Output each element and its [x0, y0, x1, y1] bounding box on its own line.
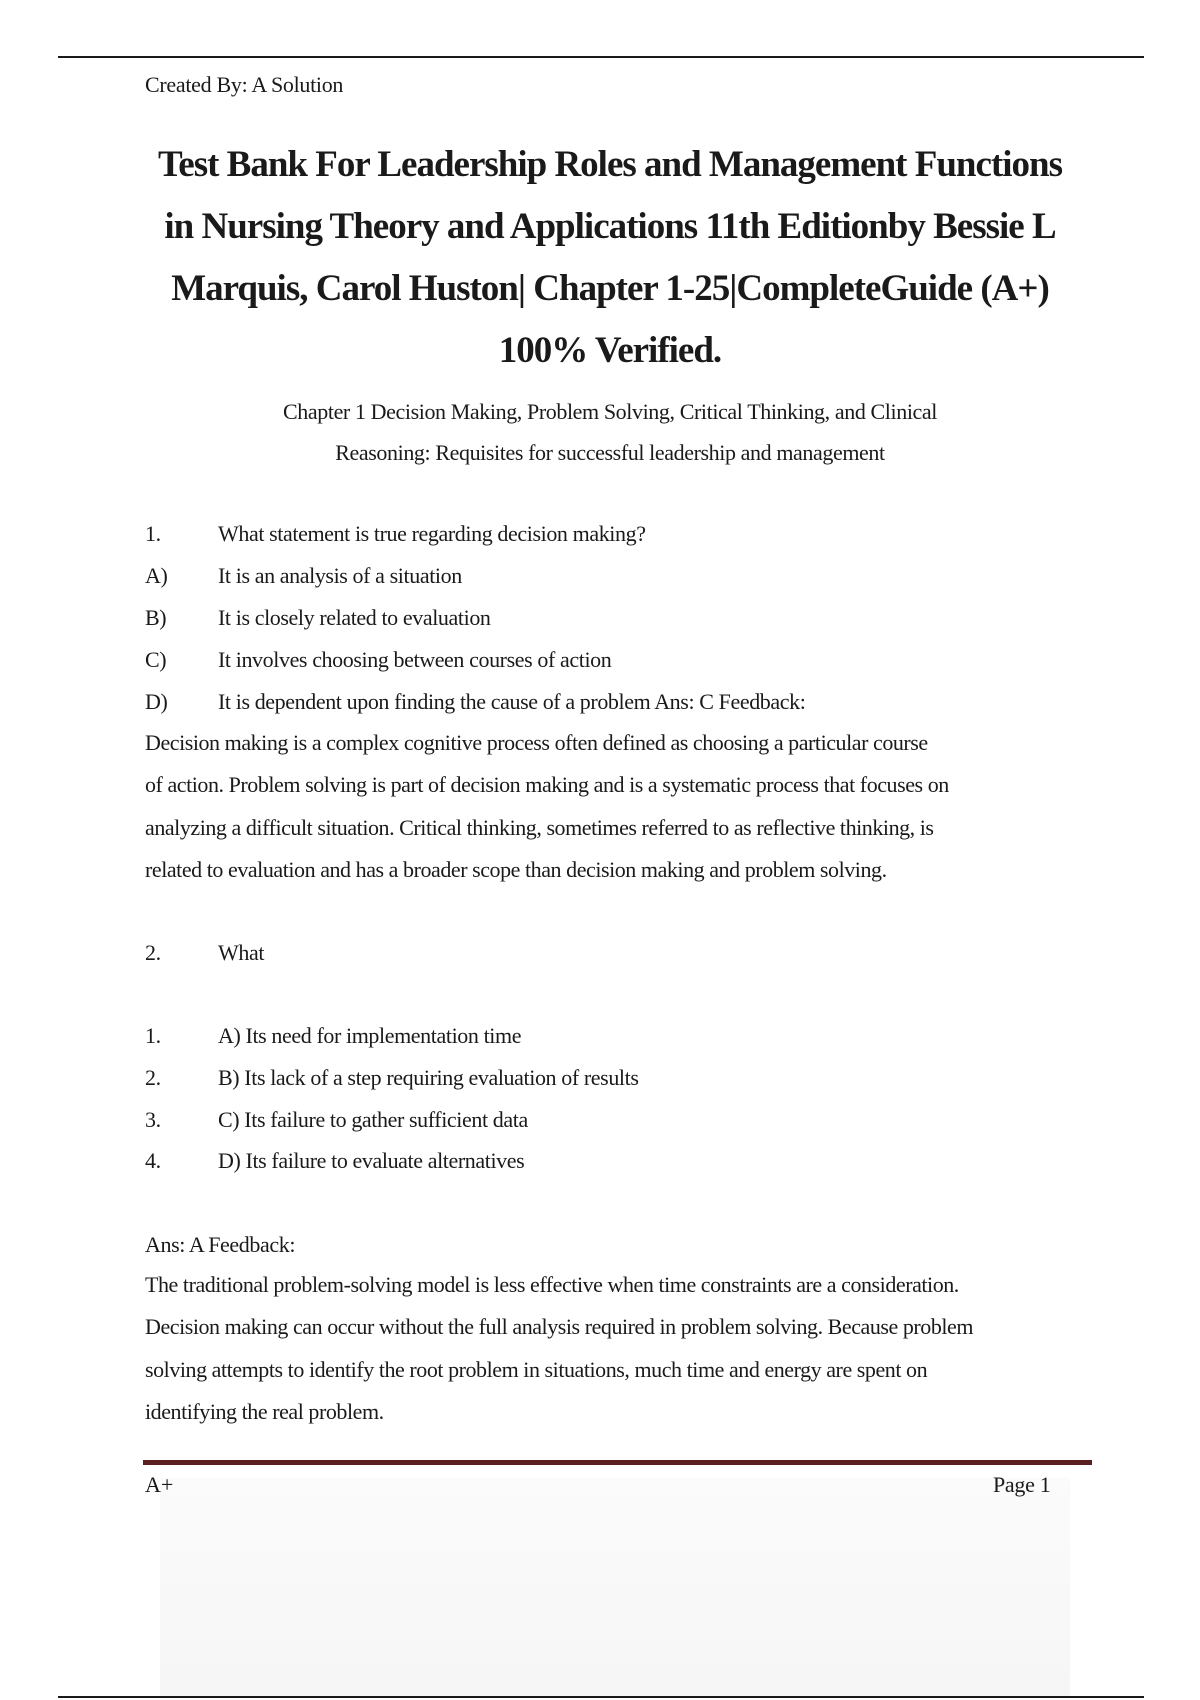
question-text: What statement is true regarding decision making? [218, 521, 646, 546]
chapter-line: Chapter 1 Decision Making, Problem Solving, Critical Thinking, and Clinical [283, 399, 937, 424]
option-text: B) Its lack of a step requiring evaluation of results [218, 1065, 639, 1090]
bottom-rule [58, 1696, 1144, 1698]
feedback-line: related to evaluation and has a broader scope than decision making and problem solving. [145, 856, 887, 882]
option-marker: D) [145, 689, 168, 714]
title-line: Marquis, Carol Huston| Chapter 1-25|CompleteGuide (A+) [171, 268, 1049, 309]
question-number: 2. [145, 940, 161, 965]
title-line: 100% Verified. [498, 330, 722, 371]
option-marker: 2. [145, 1065, 161, 1090]
option-text: A) Its need for implementation time [218, 1023, 522, 1048]
chapter-heading [145, 391, 1075, 473]
title-line: in Nursing Theory and Applications 11th Editionby Bessie L [164, 206, 1056, 247]
option-text: D) Its failure to evaluate alternatives [218, 1148, 525, 1173]
option-text: C) Its failure to gather sufficient data [218, 1107, 528, 1132]
question-number: 1. [145, 521, 161, 546]
chapter-line: Reasoning: Requisites for successful leadership and management [335, 440, 885, 465]
feedback-line: of action. Problem solving is part of decision making and is a systematic process that focuses on [145, 772, 949, 798]
option-marker: 4. [145, 1148, 161, 1173]
feedback-line: The traditional problem-solving model is less effective when time constraints are a consideration. [145, 1272, 959, 1297]
feedback-line: analyzing a difficult situation. Critical thinking, sometimes referred to as reflective thinking, is [145, 814, 934, 840]
page-bottom-shade [160, 1478, 1070, 1696]
feedback-line: identifying the real problem. [145, 1398, 384, 1424]
title-line: Test Bank For Leadership Roles and Management Functions [157, 144, 1063, 185]
question-text: What [218, 940, 265, 965]
answer-text: Ans: A Feedback: [145, 1232, 296, 1257]
option-text: It involves choosing between courses of action [218, 647, 612, 672]
footer-grade: A+ [145, 1472, 174, 1497]
footer-rule [143, 1460, 1092, 1465]
option-text: It is dependent upon finding the cause of a problem Ans: C Feedback: [218, 689, 806, 714]
option-marker: A) [145, 563, 168, 588]
question-2-feedback [145, 1264, 1085, 1433]
feedback-line: solving attempts to identify the root problem in situations, much time and energy are spent on [145, 1356, 928, 1382]
option-marker: 1. [145, 1023, 161, 1048]
feedback-line: Decision making can occur without the full analysis required in problem solving. Because problem [145, 1314, 974, 1340]
top-rule [58, 56, 1144, 58]
question-1-feedback [145, 722, 1085, 891]
document-title [145, 134, 1075, 382]
option-marker: B) [145, 605, 167, 630]
page-number: Page 1 [993, 1472, 1051, 1497]
created-by-header: Created By: A Solution [145, 72, 344, 97]
option-marker: 3. [145, 1107, 161, 1132]
option-text: It is an analysis of a situation [218, 563, 462, 588]
feedback-line: Decision making is a complex cognitive process often defined as choosing a particular course [145, 730, 928, 755]
option-marker: C) [145, 647, 167, 672]
option-text: It is closely related to evaluation [218, 605, 491, 630]
